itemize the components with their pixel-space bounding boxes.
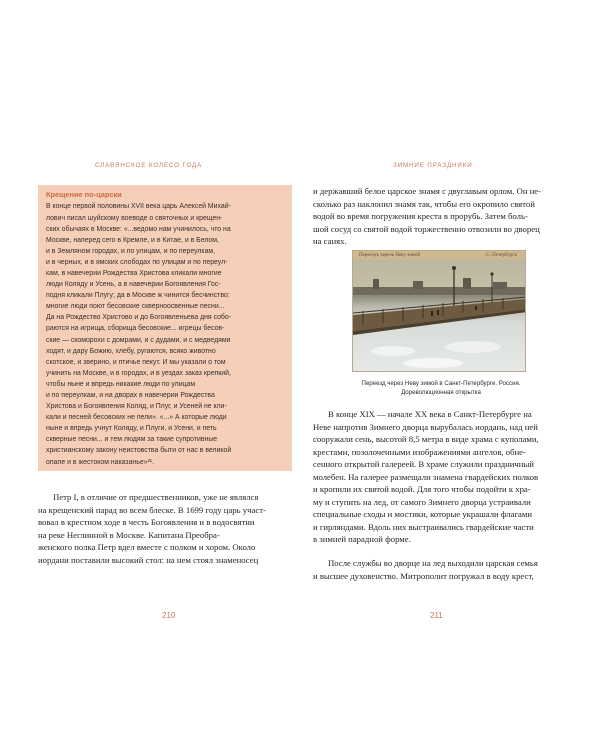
body-line: на реке Неглинной в Москве. Капитана Преобра-: [38, 529, 220, 540]
ice-block: [371, 346, 415, 356]
sidebar-line: кам, в навечерии Рождества Христова кликали многие: [46, 269, 222, 277]
body-line: водой во время погружения креста в прорубь. Затем боль-: [313, 211, 528, 221]
sidebar-line: ские — скоморохи с домрами, и с дудами, и с медведями: [46, 336, 231, 344]
body-line: сколько раз наклонил знамя так, чтобы его окропило святой: [313, 198, 535, 209]
sidebar-line: учинить на Москве, и в городах, и в уездах заказ крепкий,: [46, 369, 231, 377]
body-line: сенного открытой галереей. В храме служили праздничный: [313, 459, 534, 469]
sidebar-line: подня кликали Плугу; да в Москве ж чинится бесчинство:: [46, 292, 230, 300]
body-line: на санях.: [313, 236, 347, 246]
sidebar-line: Христова и Богоявления Коляд, и Плуг, и Усеней не кли-: [46, 403, 227, 411]
body-line: крестами, позолоченными изображениями ангелов, обне-: [313, 446, 526, 457]
body-line: специальные сходы и мостики, которые украшали флагами: [313, 509, 533, 519]
sidebar-line: и в Земляном городах, и по улицам, и по переулкам,: [46, 247, 216, 255]
body-line: в зимней парадной форме.: [313, 534, 411, 544]
building: [413, 281, 423, 289]
building: [373, 279, 379, 289]
sidebar-line: Да на Рождество Христово и до Богоявленьева дня собо-: [46, 314, 231, 322]
sidebar-line: люди Коляду и Усень, а в навечерии Богоявления Гос-: [46, 281, 221, 289]
body-line: Петр I, в отличие от предшественников, уже не являлся: [53, 492, 259, 502]
page-number-left: 210: [162, 611, 176, 620]
sidebar-line: и в черных, и в ямских слободах по улицам и по переул-: [46, 258, 228, 266]
figure-caption: [330, 379, 552, 397]
sidebar-line: раются на игрища, сборища бесовские... игрецы бесов-: [46, 325, 225, 333]
pedestrian: [437, 310, 439, 315]
ice-block: [445, 341, 501, 353]
body-line: женского полка Петр вдел вместе с полком и хором. Около: [38, 542, 256, 552]
building: [463, 278, 471, 289]
body-line: и державший белое царское знамя с двуглавым орлом. Он не-: [313, 186, 542, 196]
caption-line-1: Переезд через Неву зимой в Санкт-Петербурге. Россия.: [361, 380, 521, 387]
body-line: В конце XIX — начале XX века в Санкт-Петербурге на: [328, 409, 532, 419]
running-head-right: ЗИМНИЕ ПРАЗДНИКИ: [393, 162, 473, 169]
left-body-text: [38, 491, 300, 566]
sidebar-line: ских обычаях в Москве: «...ведомо нам учинилось, что на: [46, 225, 231, 233]
body-line: сооружали сень, высотой 8,5 метра в виде храма с куполами,: [313, 434, 539, 444]
sidebar-line: ныне и впредь учнут Коляду, и Плуги, и Усени, и петь: [46, 425, 217, 433]
body-line: вовал в крестном ходе в честь Богоявления и в водосвятии: [38, 517, 255, 527]
body-line: шой сосуд со святой водой торжественно отвозили во дворец: [313, 223, 540, 234]
body-line: и гирляндами. Вдоль них выстраивались гвардейские части: [313, 521, 534, 532]
postcard-scene: [353, 251, 526, 372]
postcard-image: [352, 250, 526, 372]
sidebar-line: ходят, и дару Божию, хлебу, ругаются, всяко животно: [46, 347, 216, 355]
page-number-right: 211: [430, 611, 443, 620]
sidebar-box: [38, 185, 292, 471]
pedestrian: [431, 311, 433, 316]
body-line: иордани поставили высокий стол: на нем стоял знаменосец: [38, 554, 259, 565]
body-line: и кропили их святой водой. Для того чтобы подойти к хра-: [313, 484, 531, 494]
right-body-text-middle: [313, 408, 567, 546]
sidebar-title: Крещение по-царски: [46, 190, 122, 199]
sidebar-line: Москве, наперед сего в Кремле, и в Китае, и в Белом,: [46, 236, 219, 244]
sidebar-line: кали и песней бесовских не пели». «...» А которые люди: [46, 414, 227, 422]
lamp-head: [452, 266, 456, 270]
sidebar-line: христианскому закону неистовства быти от нас в великой: [46, 447, 232, 455]
postcard-title-left: Переездъ черезъ Неву зимой: [359, 253, 421, 258]
sidebar-line: В конце первой половины XVII века царь Алексей Михай-: [46, 203, 231, 211]
body-line: Неве напротив Зимнего дворца вырубалась иордань, над ней: [313, 421, 538, 432]
pedestrian: [475, 306, 477, 310]
right-body-text-top: [313, 185, 567, 248]
sidebar-line: опале и в жестоком наказанье»²¹.: [46, 458, 154, 466]
building: [493, 282, 507, 289]
body-line: После службы во дворце на лед выходили царская семья: [328, 558, 538, 568]
body-line: му и ступить на лед, от самого Зимнего дворца устраивали: [313, 496, 531, 507]
sidebar-line: скотское, и зверино, и птичье пекут. И мы указали о том: [46, 358, 226, 366]
body-line: молебен. На галерее размещали знамена гвардейских полков: [313, 471, 539, 482]
postcard-title-right: С.-Петербургъ: [486, 253, 517, 258]
sidebar-line: скверные песни... и тем людям за такие супротивные: [46, 436, 218, 444]
caption-line-2: Дореволюционная открытка: [401, 389, 481, 396]
body-line: на крещенский парад во всем блеске. В 1699 году царь участ-: [38, 504, 266, 515]
sidebar-text: [46, 201, 283, 467]
sidebar-line: многие люди поют бесовские скверноосвенные песни...: [46, 303, 225, 311]
lamp-head: [490, 272, 493, 275]
sidebar-line: чтобы ныне и впредь никакие люди по улицам: [46, 380, 196, 388]
ice-block: [403, 358, 463, 368]
running-head-left: СЛАВЯНСКОЕ КОЛЕСО ГОДА: [95, 162, 203, 169]
sidebar-line: лович писал шуйскому воеводе о святочных и крещен-: [46, 214, 223, 222]
body-line: и высшее духовенство. Митрополит погружал в воду крест,: [313, 570, 534, 581]
sidebar-line: и по переулкам, и на дворах в навечерии Рождества: [46, 392, 215, 399]
right-body-text-bottom: [313, 557, 567, 582]
